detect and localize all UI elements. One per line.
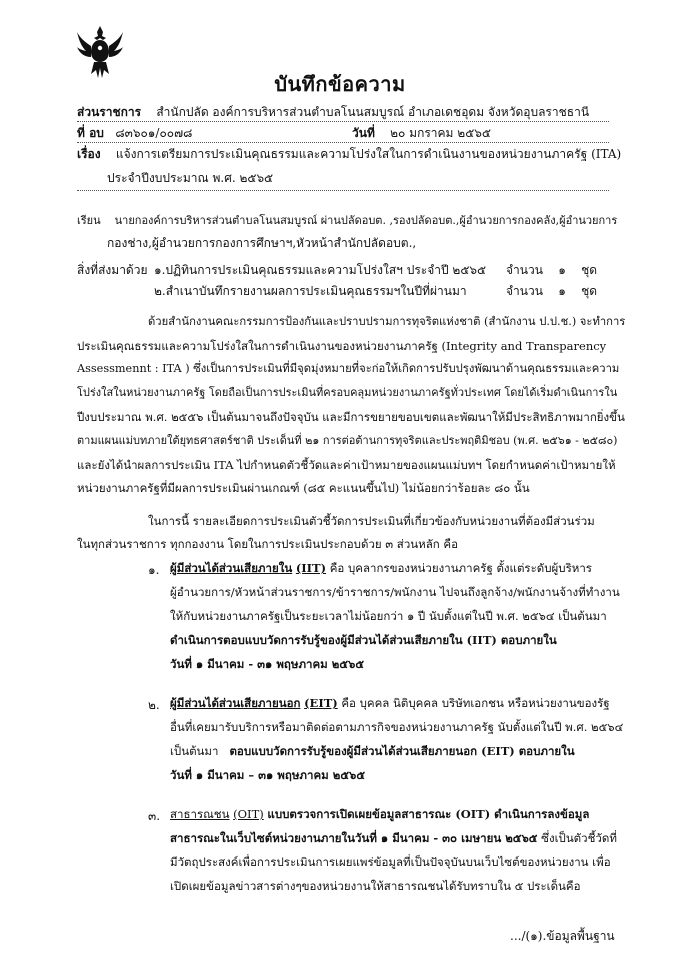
para1-line-3: Assessmennt : ITA ) ซึ่งเป็นการประเมินที่มีจุดมุ่งหมายที่จะก่อให้เกิดการปรับปรุงพัฒนาด้านคุณธรรมและความ — [77, 362, 620, 375]
item-1-title: ผู้มีส่วนได้ส่วนเสียภายใน — [170, 561, 293, 575]
item-3-line-1 — [170, 804, 589, 824]
subject-dotline — [77, 190, 609, 191]
item-3-line-3: มีวัตถุประสงค์เพื่อการประเมินการเผยแพร่ข้อมูลที่เป็นปัจจุบันบนเว็บไซต์ของหน่วยงาน เพื่อ — [170, 855, 611, 869]
item-1-bold-line-1: ดำเนินการตอบแบบวัดการรับรู้ของผู้มีส่วนได้ส่วนเสียภายใน (IIT) ตอบภายใน — [170, 633, 557, 647]
item-3-bold-line: สาธารณะในเว็บไซต์หน่วยงานภายในวันที่ ๑ มีนาคม - ๓๐ เมษายน ๒๕๖๕ — [170, 831, 538, 845]
para1-line-6: ตามแผนแม่บทภายใต้ยุทธศาสตร์ชาติ ประเด็นที่ ๒๑ การต่อต้านการทุจริตและประพฤติมิชอบ (พ.ศ. ๒๕๖๑ - ๒๕๘๐) — [77, 434, 618, 447]
item-1-bold-line-2: วันที่ ๑ มีนาคม - ๓๑ พฤษภาคม ๒๕๖๕ — [170, 657, 365, 671]
item-1-number: ๑. — [148, 563, 160, 577]
item-3-code: (OIT) — [233, 807, 264, 821]
subject-label: เรื่อง — [77, 147, 101, 161]
subject-line-1: แจ้งการเตรียมการประเมินคุณธรรมและความโปร่งใสในการดำเนินงานของหน่วยงานภาครัฐ (ITA) — [115, 147, 622, 161]
item-2-title: ผู้มีส่วนได้ส่วนเสียภายนอก — [170, 696, 301, 710]
para1-line-7: และยังได้นำผลการประเมิน ITA ไปกำหนดตัวชี้วัดและค่าเป้าหมายของแผนแม่บทฯ โดยกำหนดค่าเป้าหมายให้ — [77, 458, 616, 472]
item-3-number: ๓. — [148, 809, 161, 823]
qty-unit: ชุด — [581, 284, 598, 298]
ref-dotline — [77, 142, 609, 143]
ref-value: ๘๓๖๐๑/๐๐๗๘ — [115, 126, 193, 140]
to-line-2: กองช่าง,ผู้อำนวยการกองการศึกษาฯ,หัวหน้าสำนักปลัดอบต., — [107, 236, 417, 250]
para1-line-1: ด้วยสำนักงานคณะกรรมการป้องกันและปราบปรามการทุจริตแห่งชาติ (สำนักงาน ป.ป.ช.) จะทำการ — [148, 315, 626, 328]
item-2-bold-line: วันที่ ๑ มีนาคม – ๓๑ พฤษภาคม ๒๕๖๕ — [170, 768, 366, 782]
item-3-title: สาธารณชน — [170, 807, 230, 821]
item-2-code: (EIT) — [304, 696, 338, 710]
date-value: ๒๐ มกราคม ๒๕๖๕ — [390, 126, 491, 140]
to-row — [77, 213, 617, 229]
qty-unit: ชุด — [581, 263, 598, 277]
agency-dotline — [77, 121, 609, 122]
agency-label: ส่วนราชการ — [77, 105, 142, 119]
qty-value: ๑ — [558, 263, 566, 277]
item-3-desc: แบบตรวจการเปิดเผยข้อมูลสาธารณะ (OIT) ดำเนินการลงข้อมูล — [267, 807, 590, 821]
agency-row — [77, 104, 589, 120]
continuation-note: .../(๑).ข้อมูลพื้นฐาน — [510, 929, 615, 943]
qty-label: จำนวน — [506, 284, 543, 298]
date-row — [352, 125, 491, 141]
item-3-line-4: เปิดเผยข้อมูลข่าวสารต่างๆของหน่วยงานให้สาธารณชนได้รับทราบใน ๕ ประเด็นคือ — [170, 879, 581, 893]
enclosures-label: สิ่งที่ส่งมาด้วย — [77, 263, 148, 277]
item-1-desc: คือ บุคลากรของหน่วยงานภาครัฐ ตั้งแต่ระดับผู้บริหาร — [329, 561, 592, 575]
memo-title: บันทึกข้อความ — [274, 72, 406, 96]
para1-line-5: ปีงบประมาณ พ.ศ. ๒๕๕๖ เป็นต้นมาจนถึงปัจจุบัน และมีการขยายขอบเขตและพัฒนาให้มีประสิทธิภาพมากยิ่งขึ้น — [77, 410, 625, 424]
item-2-line-2: อื่นที่เคยมารับบริการหรือมาติดต่อตามภารกิจของหน่วยงานภาครัฐ นับตั้งแต่ในปี พ.ศ. ๒๕๖๔ — [170, 720, 624, 734]
date-label: วันที่ — [352, 126, 375, 140]
to-label: เรียน — [77, 214, 101, 227]
item-2-number: ๒. — [148, 698, 160, 712]
subject-line-2: ประจำปีงบประมาณ พ.ศ. ๒๕๖๕ — [107, 171, 274, 185]
item-3-bold-line-rest: ซึ่งเป็นตัวชี้วัดที่ — [541, 831, 617, 845]
item-2-line-3 — [170, 741, 575, 761]
item-2-desc: คือ บุคคล นิติบุคคล บริษัทเอกชน หรือหน่วยงานของรัฐ — [341, 696, 610, 710]
item-2-mixed-prefix: เป็นต้นมา — [170, 744, 219, 758]
qty-label: จำนวน — [506, 263, 543, 277]
enclosure-item-2-qty — [506, 283, 597, 299]
enclosure-item-1-qty — [506, 262, 597, 278]
ref-row — [77, 125, 192, 141]
para2-line-1: ในการนี้ รายละเอียดการประเมินตัวชี้วัดการประเมินที่เกี่ยวข้องกับหน่วยงานที่ต้องมีส่วนร่วม — [148, 514, 595, 528]
para1-line-4: โปร่งใสในหน่วยงานภาครัฐ โดยถือเป็นการประเมินที่ครอบคลุมหน่วยงานภาครัฐทั่วประเทศ โดยได้เริ่มดำเนินการใน — [77, 386, 618, 399]
item-1-line-1 — [170, 558, 592, 578]
item-2-line-1 — [170, 693, 610, 713]
para1-line-8: หน่วยงานภาครัฐที่มีผลการประเมินผ่านเกณฑ์ (๘๕ คะแนนขึ้นไป) ไม่น้อยกว่าร้อยละ ๘๐ นั้น — [77, 481, 530, 495]
subject-row — [77, 146, 621, 162]
para1-line-2: ประเมินคุณธรรมและความโปร่งใสในการดำเนินงานของหน่วยงานภาครัฐ (Integrity and Transparency — [77, 339, 607, 353]
agency-value: สำนักปลัด องค์การบริหารส่วนตำบลโนนสมบูรณ์ อำเภอเดชอุดม จังหวัดอุบลราชธานี — [156, 105, 590, 119]
item-2-mixed-bold: ตอบแบบวัดการรับรู้ของผู้มีส่วนได้ส่วนเสียภายนอก (EIT) ตอบภายใน — [229, 744, 575, 758]
item-1-line-2: ผู้อำนวยการ/หัวหน้าส่วนราชการ/ข้าราชการ/พนักงาน ไปจนถึงลูกจ้าง/พนักงานจ้างที่ทำงาน — [170, 585, 620, 599]
item-1-line-3: ให้กับหน่วยงานภาครัฐเป็นระยะเวลาไม่น้อยกว่า ๑ ปี นับตั้งแต่ในปี พ.ศ. ๒๕๖๔ เป็นต้นมา — [170, 609, 607, 623]
para2-line-2: ในทุกส่วนราชการ ทุกกองงาน โดยในการประเมินประกอบด้วย ๓ ส่วนหลัก คือ — [77, 537, 458, 551]
ref-label: ที่ อบ — [77, 126, 104, 140]
item-1-code: (IIT) — [295, 561, 327, 575]
item-3-line-2 — [170, 828, 617, 848]
enclosure-item-2-text: ๒.สำเนาบันทึกรายงานผลการประเมินคุณธรรมฯในปีที่ผ่านมา — [154, 284, 467, 298]
to-line-1: นายกองค์การบริหารส่วนตำบลโนนสมบูรณ์ ผ่านปลัดอบต. ,รองปลัดอบต.,ผู้อำนวยการกองคลัง,ผู้อำนวยการ — [114, 214, 618, 227]
qty-value: ๑ — [558, 284, 566, 298]
enclosure-item-1-text: ๑.ปฏิทินการประเมินคุณธรรมและความโปร่งใสฯ ประจำปี ๒๕๖๕ — [154, 263, 487, 277]
